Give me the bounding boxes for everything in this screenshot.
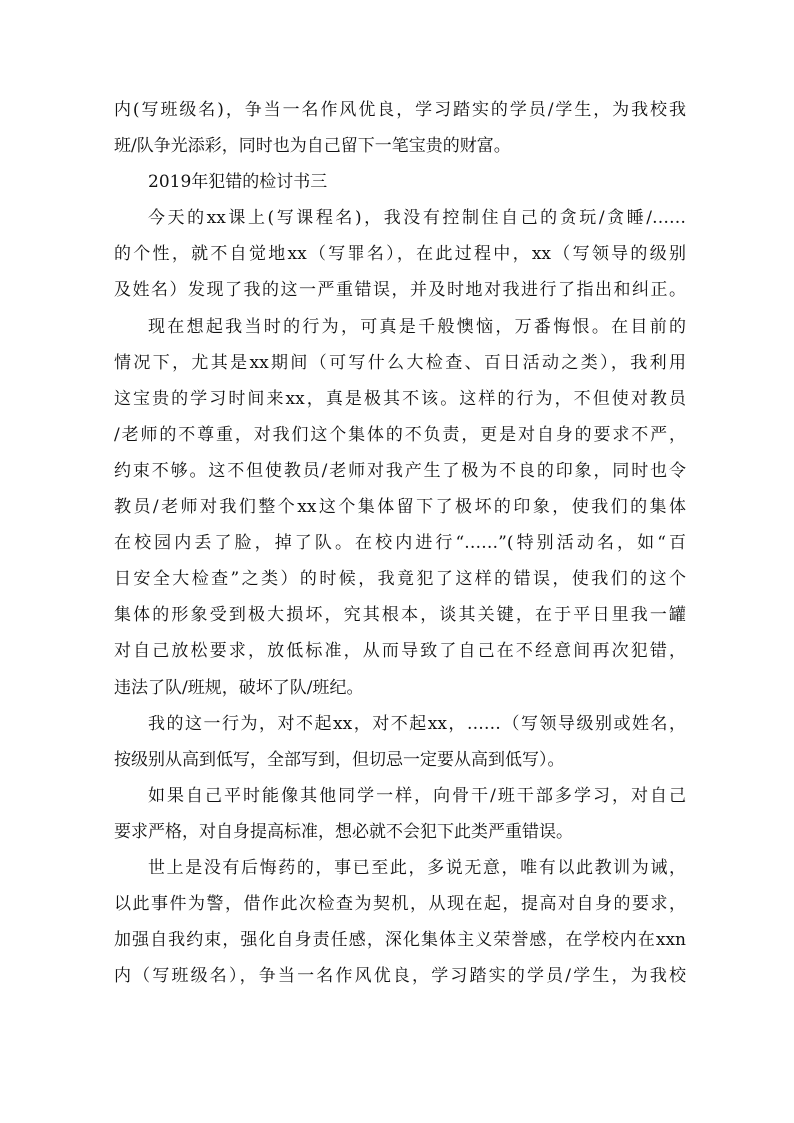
text-line: 班/队争光添彩，同时也为自己留下一笔宝贵的财富。 (114, 136, 511, 157)
text-line: 集体的形象受到极大损坏，究其根本，谈其关键，在于平日里我一罐 (114, 605, 686, 626)
text-line: 今天的xx课上(写课程名)，我没有控制住自己的贪玩/贪睡/…… (148, 208, 686, 229)
text-line: 世上是没有后悔药的，事已至此，多说无意，唯有以此教训为诫， (148, 857, 686, 878)
text-line: 我的这一行为，对不起xx，对不起xx，……（写领导级别或姓名， (148, 713, 686, 734)
text-line: 现在想起我当时的行为，可真是千般懊恼，万番悔恨。在目前的 (148, 316, 686, 337)
text-line: 加强自我约束，强化自身责任感，深化集体主义荣誉感，在学校内在xxn (114, 930, 686, 951)
text-line: 及姓名）发现了我的这一严重错误，并及时地对我进行了指出和纠正。 (114, 280, 686, 301)
text-line: /老师的不尊重，对我们这个集体的不负责，更是对自身的要求不严， (114, 424, 686, 445)
text-line: 在校园内丢了脸，掉了队。在校内进行“……”(特别活动名，如“百 (114, 533, 686, 554)
text-line: 以此事件为警，借作此次检查为契机，从现在起，提高对自身的要求， (114, 894, 686, 915)
text-line: 如果自己平时能像其他同学一样，向骨干/班干部多学习，对自己 (148, 785, 686, 806)
text-line: 对自己放松要求，放低标准，从而导致了自己在不经意间再次犯错， (114, 641, 686, 662)
text-line: 情况下，尤其是xx期间（可写什么大检查、百日活动之类），我利用 (114, 352, 686, 373)
document-body (114, 92, 686, 994)
text-line: 这宝贵的学习时间来xx，真是极其不该。这样的行为，不但使对教员 (114, 388, 686, 409)
text-line: 按级别从高到低写，全部写到，但切忌一定要从高到低写）。 (114, 749, 565, 770)
text-line: 日安全大检查”之类）的时候，我竟犯了这样的错误，使我们的这个 (114, 569, 686, 590)
text-line: 违法了队/班规，破坏了队/班纪。 (114, 677, 364, 698)
text-line: 内(写班级名)，争当一名作风优良，学习踏实的学员/学生，为我校我 (114, 100, 686, 120)
text-line: 内（写班级名），争当一名作风优良，学习踏实的学员/学生，为我校 (114, 966, 686, 987)
section-heading: 2019年犯错的检讨书三 (148, 172, 328, 193)
text-line: 教员/老师对我们整个xx这个集体留下了极坏的印象，使我们的集体 (114, 497, 686, 518)
text-line: 的个性，就不自觉地xx（写罪名），在此过程中，xx（写领导的级别 (114, 244, 686, 265)
text-line: 约束不够。这不但使教员/老师对我产生了极为不良的印象，同时也令 (114, 460, 686, 481)
text-line: 要求严格，对自身提高标准，想必就不会犯下此类严重错误。 (114, 821, 573, 842)
